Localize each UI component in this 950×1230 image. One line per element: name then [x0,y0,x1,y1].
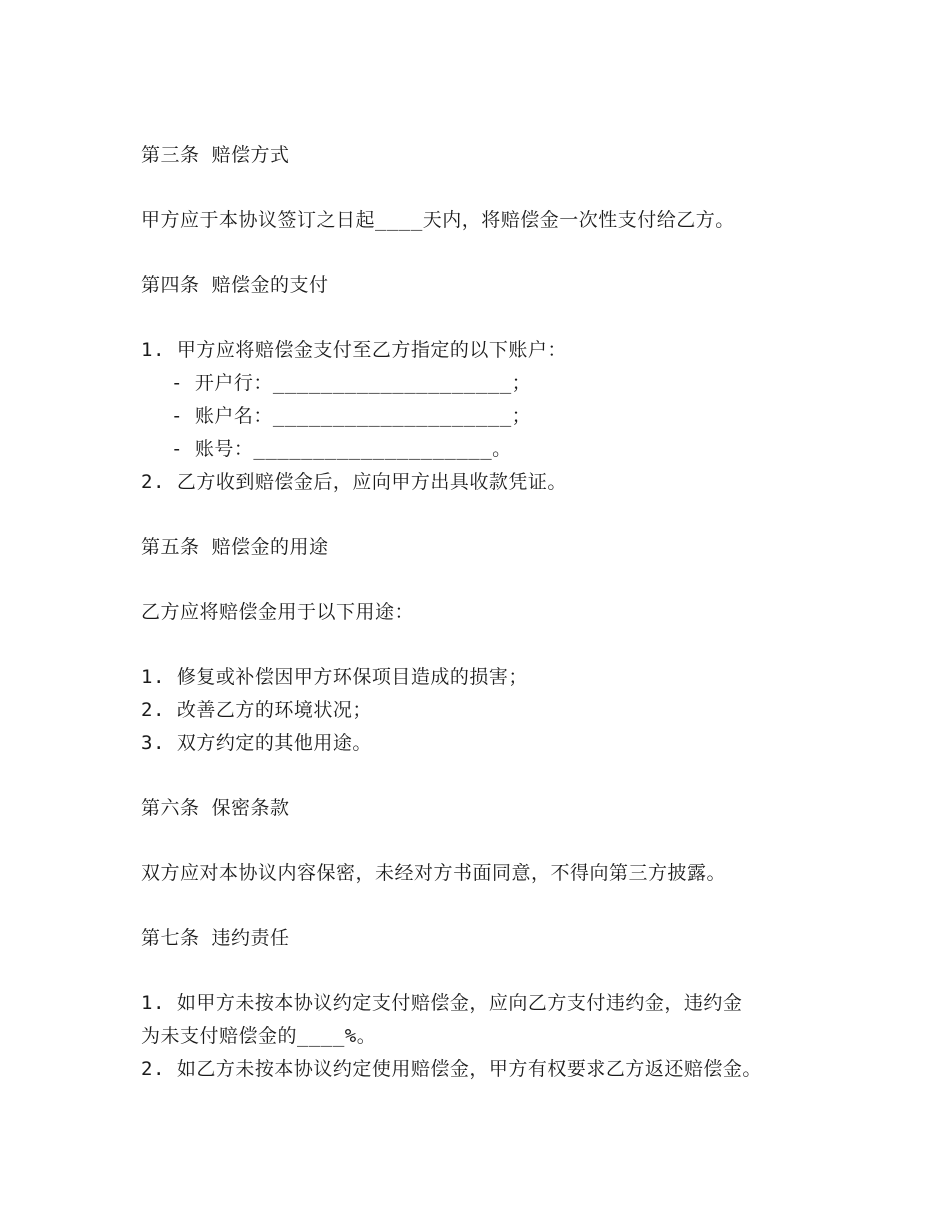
article-5-item-2: 2. 改善乙方的环境状况； [141,699,372,721]
article-3-body: 甲方应于本协议签订之日起____天内，将赔偿金一次性支付给乙方。 [141,209,735,231]
article-7-item-1: 1. 如甲方未按本协议约定支付赔偿金，应向乙方支付违约金，违约金 [141,992,743,1014]
article-4-account-name: - 账户名：____________________； [171,405,532,427]
article-4-account-number: - 账号：____________________。 [171,438,512,460]
article-5-heading: 第五条 赔偿金的用途 [141,536,329,558]
article-4-item-1: 1. 甲方应将赔偿金支付至乙方指定的以下账户： [141,339,567,361]
article-4-bank-name: - 开户行：____________________； [171,372,532,394]
article-5-intro: 乙方应将赔偿金用于以下用途： [141,601,415,623]
article-4-heading: 第四条 赔偿金的支付 [141,274,329,296]
article-6-body: 双方应对本协议内容保密，未经对方书面同意，不得向第三方披露。 [141,862,727,884]
article-5-item-1: 1. 修复或补偿因甲方环保项目造成的损害； [141,666,528,688]
article-7-heading: 第七条 违约责任 [141,927,290,949]
article-5-item-3: 3. 双方约定的其他用途。 [141,732,372,754]
document-page [141,139,841,1086]
article-7-item-2: 2. 如乙方未按本协议约定使用赔偿金，甲方有权要求乙方返还赔偿金。 [141,1058,762,1080]
article-7-item-1-continued: 为未支付赔偿金的____%。 [141,1025,377,1047]
article-4-item-2: 2. 乙方收到赔偿金后，应向甲方出具收款凭证。 [141,471,567,493]
article-3-heading: 第三条 赔偿方式 [141,144,290,166]
article-6-heading: 第六条 保密条款 [141,797,290,819]
